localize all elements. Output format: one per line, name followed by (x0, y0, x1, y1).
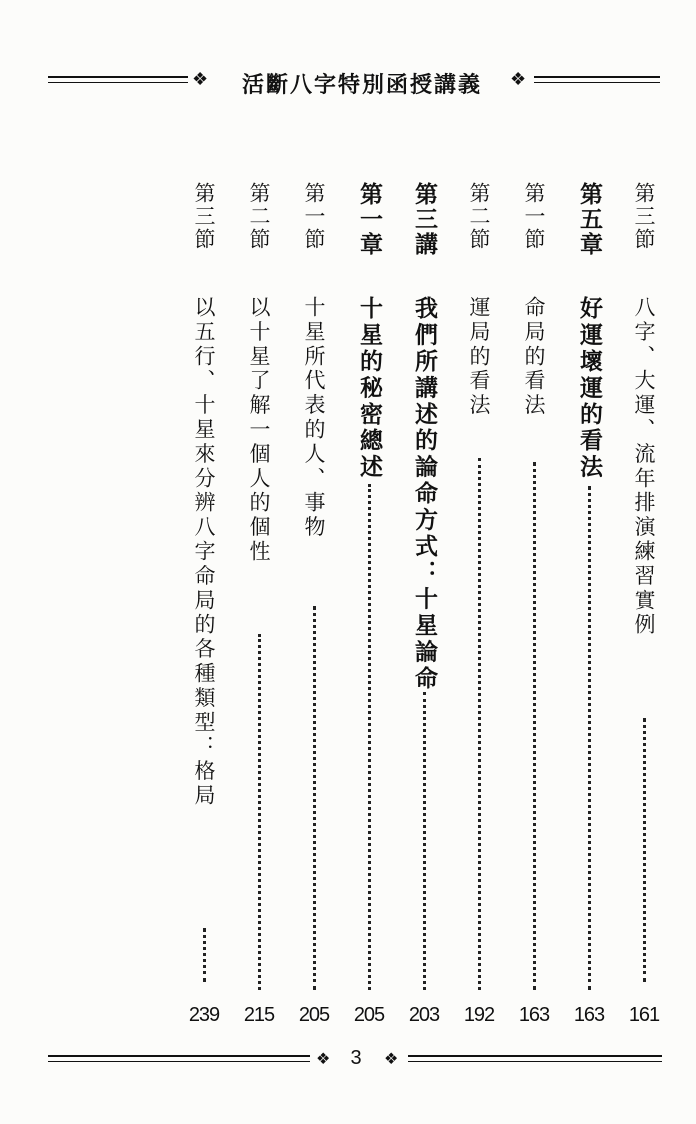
toc-entry-label: 第三節 (192, 182, 216, 251)
toc-page-number: 163 (573, 1004, 605, 1026)
header-rule-left (48, 76, 188, 78)
toc-entry-title: 運局的看法 (467, 296, 491, 418)
toc-leader-dots (313, 606, 316, 990)
toc-entry-title: 十星所代表的人、事物 (302, 296, 326, 540)
footer-rule-right (408, 1055, 662, 1057)
toc-entry-label: 第一節 (522, 182, 546, 251)
toc-leader-dots (203, 928, 206, 982)
toc-entry-title: 八字、大運、流年排演練習實例 (632, 296, 656, 638)
toc-entry-title: 以十星了解一個人的個性 (247, 296, 271, 565)
toc-entry-title: 我們所講述的論命方式：十星論命 (411, 296, 438, 692)
toc-page-number: 161 (628, 1004, 660, 1026)
toc-leader-dots (258, 634, 261, 990)
toc-entry-label: 第五章 (576, 182, 603, 257)
toc-leader-dots (588, 486, 591, 990)
header-rule-left-thin (48, 82, 188, 83)
header-rule-right-thin (534, 82, 660, 83)
toc-entry-title: 好運壞運的看法 (576, 296, 603, 481)
toc-leader-dots (643, 718, 646, 982)
footer-rule-left-thin (48, 1061, 310, 1062)
toc-entry-label: 第二節 (467, 182, 491, 251)
footer-rule-left (48, 1055, 310, 1057)
toc-page-number: 203 (408, 1004, 440, 1026)
toc-entry-title: 命局的看法 (522, 296, 546, 418)
header-title: 活斷八字特別函授講義 (241, 72, 482, 98)
toc-page-number: 239 (188, 1004, 220, 1026)
header-rule-right (534, 76, 660, 78)
toc-leader-dots (423, 692, 426, 990)
toc-page-number: 215 (243, 1004, 275, 1026)
toc-leader-dots (533, 462, 536, 990)
header-ornament-right: ❖ (510, 69, 527, 90)
footer-rule-right-thin (408, 1061, 662, 1062)
toc-leader-dots (478, 458, 481, 990)
toc-entry-title: 十星的秘密總述 (356, 296, 383, 481)
toc-entry-label: 第三節 (632, 182, 656, 251)
toc-page-number: 192 (463, 1004, 495, 1026)
page-header (0, 62, 696, 102)
toc-entry-label: 第一章 (356, 182, 383, 257)
toc-entry-title: 以五行、十星來分辨八字命局的各種類型：格局 (192, 296, 216, 809)
toc-page-number: 205 (298, 1004, 330, 1026)
toc-entry-label: 第二節 (247, 182, 271, 251)
toc-page-number: 205 (353, 1004, 385, 1026)
page-number: 3 (350, 1047, 362, 1069)
toc-entry-label: 第一節 (302, 182, 326, 251)
footer-ornament-left: ❖ (316, 1049, 331, 1068)
toc-page-number: 163 (518, 1004, 550, 1026)
toc-entry-label: 第三講 (411, 182, 438, 257)
toc-leader-dots (368, 484, 371, 990)
page-footer (0, 1045, 696, 1075)
footer-ornament-right: ❖ (384, 1049, 399, 1068)
header-ornament-left: ❖ (192, 69, 209, 90)
